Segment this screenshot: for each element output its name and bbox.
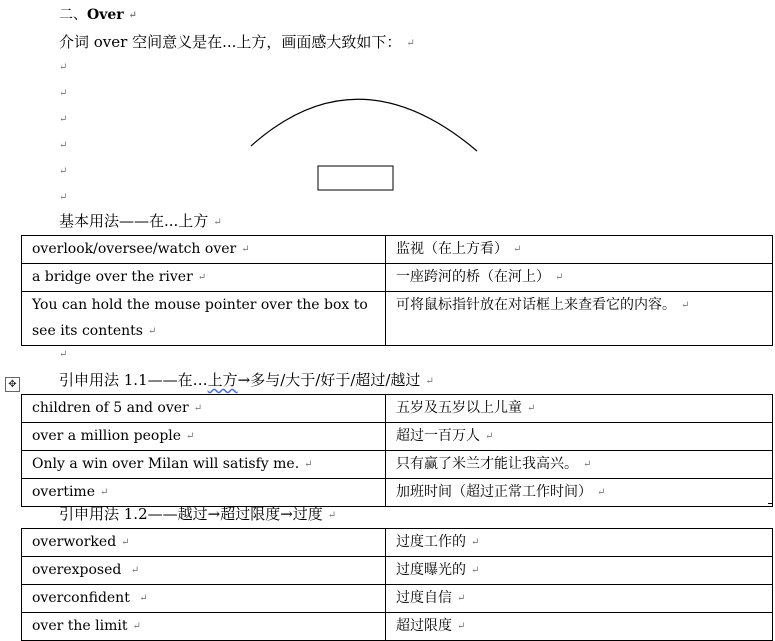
paragraph-mark: ↵	[130, 565, 140, 576]
cell-text: 过度工作的	[396, 534, 466, 550]
paragraph-mark: ↵	[583, 459, 592, 470]
cell-text: 五岁及五岁以上儿童	[396, 400, 522, 416]
chinese-cell	[386, 557, 773, 585]
empty-paragraph-mark: ↵	[59, 114, 68, 125]
english-cell	[22, 529, 386, 557]
paragraph-mark: ↵	[327, 510, 337, 521]
extended-usage-1-2-table	[21, 528, 773, 641]
empty-paragraph-mark: ↵	[59, 166, 68, 177]
paragraph-mark: ↵	[128, 10, 138, 21]
paragraph-mark: ↵	[425, 376, 434, 387]
cell-text: 超过限度	[396, 618, 452, 634]
chinese-cell	[386, 529, 773, 557]
empty-paragraph-mark: ↵	[59, 349, 68, 360]
table-row	[22, 529, 773, 557]
basic-heading-text: 基本用法——在...上方	[59, 212, 209, 230]
english-cell	[22, 479, 386, 507]
paragraph-mark: ↵	[241, 244, 250, 255]
table-row	[22, 585, 773, 613]
cell-text: 可将鼠标指针放在对话框上来查看它的内容。	[396, 297, 676, 313]
paragraph-mark: ↵	[304, 459, 313, 470]
paragraph-mark: ↵	[681, 300, 690, 311]
paragraph-mark: ↵	[457, 593, 466, 604]
ext1-heading-part-a: 引申用法 1.1——在…	[59, 371, 208, 389]
paragraph-mark: ↵	[121, 537, 130, 548]
cell-text: 加班时间（超过正常工作时间）	[396, 484, 592, 500]
english-cell	[22, 557, 386, 585]
paragraph-mark: ↵	[186, 431, 195, 442]
section-title	[59, 5, 137, 26]
paragraph-mark: ↵	[147, 326, 157, 337]
empty-paragraph-mark: ↵	[59, 62, 68, 73]
table-row	[22, 264, 773, 292]
paragraph-mark: ↵	[485, 431, 494, 442]
paragraph-mark: ↵	[193, 403, 203, 414]
english-cell	[22, 423, 386, 451]
paragraph-mark: ↵	[527, 403, 536, 414]
paragraph-mark: ↵	[457, 621, 466, 632]
cell-text: over a million people	[32, 428, 182, 444]
cell-text: 监视（在上方看）	[396, 241, 508, 257]
arc-curve	[251, 99, 477, 151]
ext1-heading-part-b: 上方	[207, 371, 238, 389]
chinese-cell	[386, 451, 773, 479]
english-cell	[22, 451, 386, 479]
paragraph-mark: ↵	[471, 537, 480, 548]
paragraph-mark: ↵	[213, 217, 222, 228]
paragraph-mark: ↵	[513, 244, 522, 255]
table-row	[22, 236, 773, 264]
paragraph-mark: ↵	[471, 565, 480, 576]
table-row	[22, 423, 773, 451]
english-cell	[22, 395, 386, 423]
cell-text: 过度曝光的	[396, 562, 466, 578]
chinese-cell	[386, 264, 773, 292]
paragraph-mark: ↵	[197, 272, 207, 283]
box-shape	[318, 166, 393, 190]
paragraph-mark: ↵	[132, 621, 141, 632]
cell-text: You can hold the mouse pointer over the box to see its contents	[32, 297, 368, 339]
extended-usage-1-1-heading	[59, 370, 434, 392]
english-cell	[22, 264, 386, 292]
paragraph-mark: ↵	[139, 593, 148, 604]
paragraph-mark: ↵	[555, 272, 564, 283]
chinese-cell	[386, 292, 773, 346]
paragraph-mark: ↵	[597, 487, 606, 498]
empty-paragraph-mark: ↵	[59, 192, 68, 203]
cell-text: children of 5 and over	[32, 400, 189, 416]
cell-text: over the limit	[32, 618, 128, 634]
basic-usage-heading	[59, 211, 222, 233]
cell-text: overtime	[32, 484, 95, 500]
cell-text: overconfident	[32, 590, 135, 606]
chinese-cell	[386, 423, 773, 451]
english-cell	[22, 585, 386, 613]
english-cell	[22, 236, 386, 264]
ext2-heading-text: 引申用法 1.2——越过→超过限度→过度	[59, 505, 323, 523]
cell-text: a bridge over the river	[32, 269, 193, 285]
empty-paragraph-mark: ↵	[59, 140, 68, 151]
chinese-cell	[386, 395, 773, 423]
cell-text: 过度自信	[396, 590, 452, 606]
cell-text: 只有赢了米兰才能让我高兴。	[396, 456, 578, 472]
chinese-cell	[386, 236, 773, 264]
extended-usage-1-1-table	[21, 394, 773, 507]
intro-text	[59, 32, 415, 54]
table-row	[22, 479, 773, 507]
table-row	[22, 292, 773, 346]
cell-text: overworked	[32, 534, 117, 550]
english-cell	[22, 292, 386, 346]
cell-text: 超过一百万人	[396, 428, 480, 444]
extended-usage-1-2-heading	[59, 504, 336, 526]
cell-text: overlook/oversee/watch over	[32, 241, 237, 257]
section-word: Over	[87, 7, 124, 23]
chinese-cell	[386, 479, 773, 507]
empty-paragraph-mark: ↵	[59, 88, 68, 99]
basic-usage-table	[21, 235, 773, 346]
ext1-heading-part-c: →多与/大于/好于/超过/越过	[237, 371, 421, 389]
table-move-handle-icon[interactable]: ✥	[5, 377, 20, 392]
section-number: 二、	[59, 7, 87, 23]
paragraph-mark: ↵	[99, 487, 109, 498]
paragraph-mark: ↵	[406, 38, 415, 49]
over-figure	[240, 85, 490, 195]
table-row	[22, 451, 773, 479]
table-row	[22, 395, 773, 423]
cell-text: overexposed	[32, 562, 126, 578]
english-cell	[22, 613, 386, 641]
table-row	[22, 613, 773, 641]
cell-text: 一座跨河的桥（在河上）	[396, 269, 550, 285]
cell-text: Only a win over Milan will satisfy me.	[32, 456, 300, 472]
table-row	[22, 557, 773, 585]
intro-text-content: 介词 over 空间意义是在...上方，画面感大致如下：	[59, 33, 402, 51]
chinese-cell	[386, 585, 773, 613]
page-edge-mark	[768, 503, 772, 504]
chinese-cell	[386, 613, 773, 641]
